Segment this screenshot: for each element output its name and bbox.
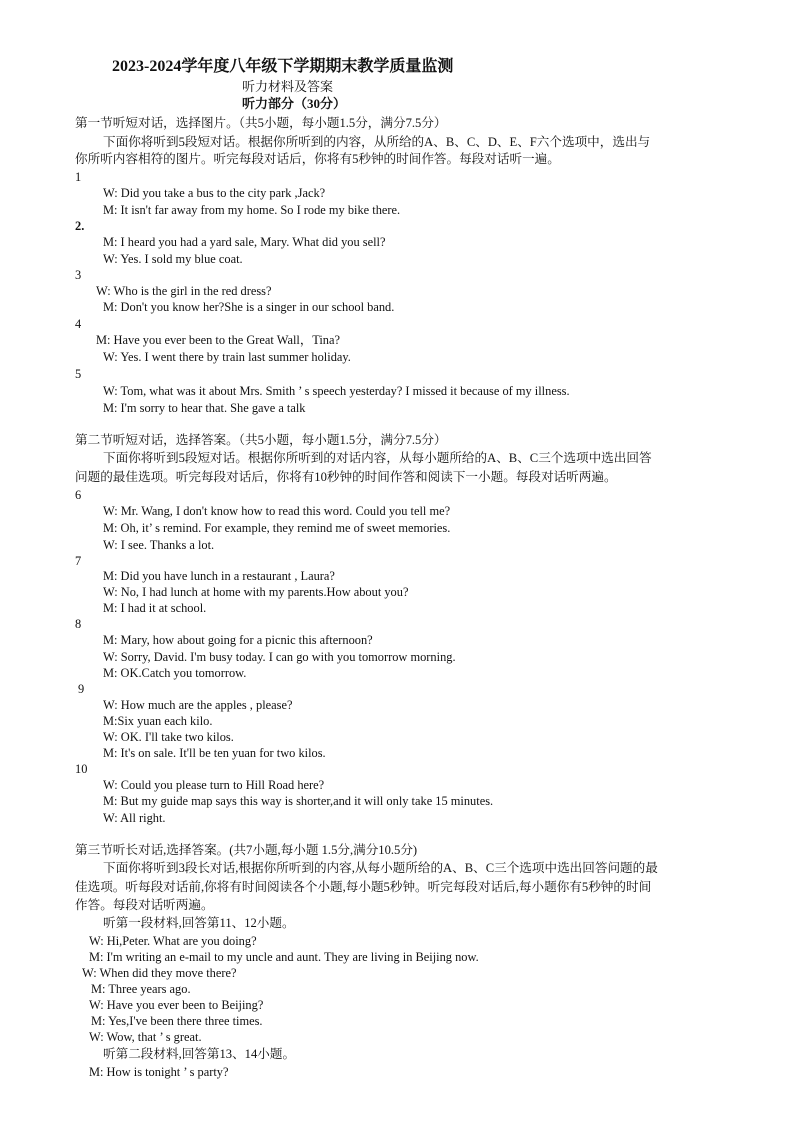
item-number: 7 bbox=[75, 554, 82, 568]
dialogue-line: M: Mary, how about going for a picnic this afternoon? bbox=[103, 633, 373, 647]
item-number: 9 bbox=[78, 682, 85, 696]
dialogue-line: M: How is tonight ’ s party? bbox=[89, 1065, 229, 1079]
document-subtitle: 听力材料及答案 bbox=[242, 79, 334, 94]
item-number: 6 bbox=[75, 488, 82, 502]
item-number: 8 bbox=[75, 617, 82, 631]
passage2-label: 听第二段材料,回答第13、14小题。 bbox=[103, 1047, 296, 1061]
section1-heading: 第一节听短对话，选择图片。（共5小题，每小题1.5分，满分7.5分） bbox=[75, 116, 447, 130]
dialogue-line: W: Yes. I sold my blue coat. bbox=[103, 252, 243, 266]
dialogue-line: W: Wow, that ’ s great. bbox=[89, 1030, 202, 1044]
dialogue-line: W: I see. Thanks a lot. bbox=[103, 538, 215, 552]
section2-intro-line1: 下面你将听到5段短对话。根据你所听到的对话内容，从每小题所给的A、B、C三个选项中选出回答 bbox=[103, 451, 652, 465]
item-number: 4 bbox=[75, 317, 82, 331]
dialogue-line: W: Could you please turn to Hill Road here? bbox=[103, 778, 325, 792]
section2-heading: 第二节听短对话，选择答案。（共5小题，每小题1.5分，满分7.5分） bbox=[75, 433, 447, 447]
dialogue-line: M: I had it at school. bbox=[103, 601, 207, 615]
section1-intro-line1: 下面你将听到5段短对话。根据你所听到的内容，从所给的A、B、C、D、E、F六个选项中，选出与 bbox=[103, 135, 651, 149]
dialogue-line: M: Oh, it’ s remind. For example, they remind me of sweet memories. bbox=[103, 521, 451, 535]
item-number: 10 bbox=[75, 762, 88, 776]
dialogue-line: W: Tom, what was it about Mrs. Smith ’ s speech yesterday? I missed it because of my illness. bbox=[103, 384, 570, 398]
dialogue-line: W: Yes. I went there by train last summer holiday. bbox=[103, 350, 351, 364]
section1-intro-line2: 你所听内容相符的图片。听完每段对话后，你将有5秒钟的时间作答。每段对话听一遍。 bbox=[75, 152, 560, 166]
dialogue-line: M: I heard you had a yard sale, Mary. What did you sell? bbox=[103, 235, 386, 249]
dialogue-line: M: OK.Catch you tomorrow. bbox=[103, 666, 247, 680]
dialogue-line: M: Did you have lunch in a restaurant , Laura? bbox=[103, 569, 335, 583]
section3-intro-line3: 作答。每段对话听两遍。 bbox=[75, 898, 214, 912]
document-title: 2023-2024学年度八年级下学期期末教学质量监测 bbox=[112, 58, 454, 75]
dialogue-line: M: Three years ago. bbox=[91, 982, 191, 996]
dialogue-line: M: Have you ever been to the Great Wall，Tina? bbox=[96, 333, 340, 347]
dialogue-line: M: I'm sorry to hear that. She gave a talk bbox=[103, 401, 306, 415]
dialogue-line: W: Have you ever been to Beijing? bbox=[89, 998, 264, 1012]
dialogue-line: M: Don't you know her?She is a singer in our school band. bbox=[103, 300, 395, 314]
dialogue-line: W: When did they move there? bbox=[82, 966, 237, 980]
item-number: 3 bbox=[75, 268, 82, 282]
part-heading: 听力部分（30分） bbox=[242, 96, 347, 111]
dialogue-line: M: Yes,I've been there three times. bbox=[91, 1014, 263, 1028]
dialogue-line: W: Mr. Wang, I don't know how to read this word. Could you tell me? bbox=[103, 504, 451, 518]
section3-intro-line2: 佳选项。听每段对话前,你将有时间阅读各个小题,每小题5秒钟。听完每段对话后,每小题你有5秒钟的时间 bbox=[75, 880, 652, 894]
item-number: 1 bbox=[75, 170, 82, 184]
item-number: 5 bbox=[75, 367, 82, 381]
dialogue-line: M: I'm writing an e-mail to my uncle and aunt. They are living in Beijing now. bbox=[89, 950, 479, 964]
dialogue-line: W: No, I had lunch at home with my parents.How about you? bbox=[103, 585, 409, 599]
dialogue-line: W: Who is the girl in the red dress? bbox=[96, 284, 272, 298]
passage1-label: 听第一段材料,回答第11、12小题。 bbox=[103, 916, 295, 930]
dialogue-line: M:Six yuan each kilo. bbox=[103, 714, 213, 728]
section3-intro-line1: 下面你将听到3段长对话,根据你所听到的内容,从每小题所给的A、B、C三个选项中选出回答问题的最 bbox=[103, 861, 658, 875]
dialogue-line: W: Did you take a bus to the city park ,Jack? bbox=[103, 186, 326, 200]
section3-heading: 第三节听长对话,选择答案。(共7小题,每小题 1.5分,满分10.5分) bbox=[75, 843, 418, 857]
dialogue-line: W: All right. bbox=[103, 811, 166, 825]
item-number: 2. bbox=[75, 219, 85, 233]
dialogue-line: W: Hi,Peter. What are you doing? bbox=[89, 934, 257, 948]
section2-intro-line2: 问题的最佳选项。听完每段对话后，你将有10秒钟的时间作答和阅读下一小题。每段对话听两遍。 bbox=[75, 470, 617, 484]
dialogue-line: M: It's on sale. It'll be ten yuan for two kilos. bbox=[103, 746, 326, 760]
dialogue-line: W: Sorry, David. I'm busy today. I can go with you tomorrow morning. bbox=[103, 650, 456, 664]
dialogue-line: W: How much are the apples , please? bbox=[103, 698, 293, 712]
dialogue-line: M: It isn't far away from my home. So I rode my bike there. bbox=[103, 203, 401, 217]
dialogue-line: M: But my guide map says this way is shorter,and it will only take 15 minutes. bbox=[103, 794, 494, 808]
dialogue-line: W: OK. I'll take two kilos. bbox=[103, 730, 234, 744]
